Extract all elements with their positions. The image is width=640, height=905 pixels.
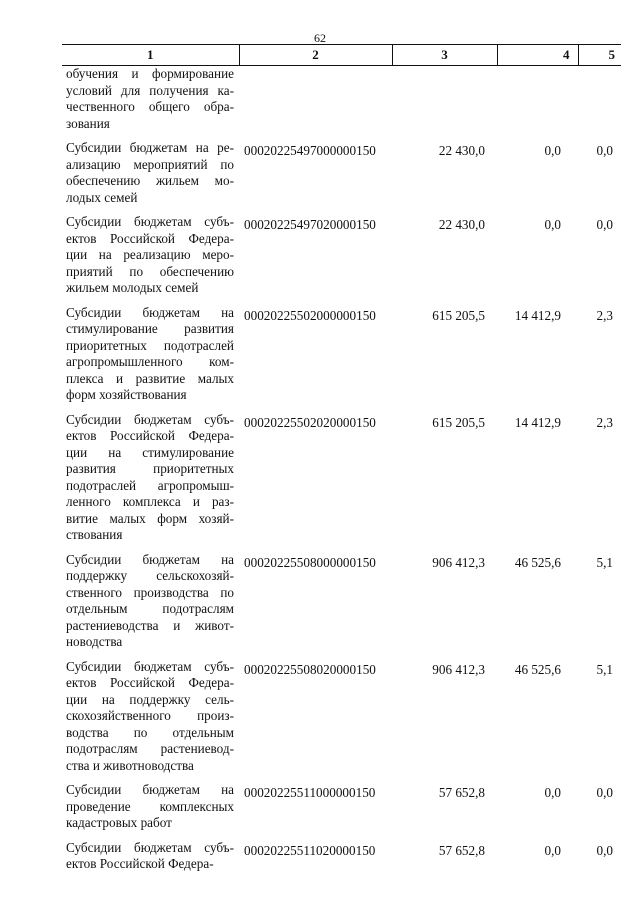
- row-name: Субсидии бюджетам на поддержку сельскохозяй-ственного производства по отдельным подотраслям растениеводства и живот-новодства: [66, 551, 234, 649]
- table-row: [62, 305, 621, 412]
- row-code: 00020225497000000150: [244, 143, 376, 158]
- row-value-3: 57 652,8: [438, 785, 485, 800]
- row-value-4: [497, 66, 578, 141]
- table-row: [62, 412, 621, 552]
- table-row: [62, 782, 621, 840]
- row-name: обучения и формирование условий для получения ка-чественного общего обра-зования: [66, 66, 234, 131]
- row-value-5: [578, 66, 621, 141]
- row-value-3: 615 205,5: [432, 414, 485, 430]
- row-value-3: 906 412,3: [432, 661, 485, 677]
- row-value-3: 22 430,0: [438, 143, 485, 158]
- header-row: [62, 45, 621, 66]
- row-value-5: 2,3: [596, 414, 613, 430]
- row-name: Субсидии бюджетам на стимулирование развития приоритетных подотраслей агропромышленного ком-плекса и развитие малых форм хозяйствования: [66, 304, 234, 402]
- table-row: [62, 552, 621, 659]
- row-code: 00020225511020000150: [244, 842, 376, 858]
- row-value-5: 5,1: [596, 554, 613, 570]
- row-code: [239, 66, 392, 141]
- row-value-4: 0,0: [544, 143, 561, 158]
- table-row: [62, 659, 621, 783]
- header-col-1: 1: [62, 45, 239, 66]
- row-code: 00020225508020000150: [244, 661, 376, 677]
- row-value-3: 615 205,5: [432, 307, 485, 323]
- row-name: Субсидии бюджетам субъ-ектов Российской Федера-ции на поддержку сель-скохозяйственного произ-водства по отдельным подотраслям растениевод-ства и животноводства: [66, 658, 234, 773]
- table-header: [62, 45, 621, 66]
- row-value-5: 2,3: [596, 307, 613, 323]
- row-value-3: [392, 66, 497, 141]
- header-col-3: 3: [392, 45, 497, 66]
- row-value-4: 0,0: [544, 217, 561, 232]
- row-value-5: 5,1: [596, 661, 613, 677]
- row-value-4: 46 525,6: [514, 554, 561, 570]
- header-col-2: 2: [239, 45, 392, 66]
- row-code: 00020225497020000150: [244, 217, 376, 232]
- row-value-5: 0,0: [596, 217, 613, 232]
- table-row: [62, 214, 621, 305]
- table-body: [62, 66, 621, 873]
- row-code: 00020225502000000150: [244, 307, 376, 323]
- row-name: Субсидии бюджетам субъ-ектов Российской Федера-ции на реализацию меро-приятий по обеспечению жильем молодых семей: [66, 214, 234, 295]
- row-value-4: 14 412,9: [514, 307, 561, 323]
- table-row: [62, 840, 621, 873]
- row-name: Субсидии бюджетам на проведение комплексных кадастровых работ: [66, 782, 234, 830]
- row-value-5: 0,0: [596, 842, 613, 858]
- header-col-5: 5: [578, 45, 621, 66]
- table-row: [62, 66, 621, 141]
- row-name: Субсидии бюджетам субъ-ектов Российской Федера-ции на стимулирование развития приоритетных подотраслей агропромыш-ленного комплекса и раз-витие малых форм хозяй-ствования: [66, 411, 234, 542]
- row-value-4: 0,0: [544, 842, 561, 858]
- table-row: [62, 140, 621, 214]
- row-value-3: 57 652,8: [438, 842, 485, 858]
- row-name: Субсидии бюджетам субъ-ектов Российской Федера-: [66, 839, 234, 871]
- row-value-3: 22 430,0: [438, 217, 485, 232]
- row-name: Субсидии бюджетам на ре-ализацию мероприятий по обеспечению жильем мо-лодых семей: [66, 140, 234, 205]
- row-value-4: 46 525,6: [514, 661, 561, 677]
- row-value-5: 0,0: [596, 785, 613, 800]
- row-value-3: 906 412,3: [432, 554, 485, 570]
- row-value-4: 14 412,9: [514, 414, 561, 430]
- row-code: 00020225511000000150: [244, 785, 376, 800]
- page-number: 62: [314, 31, 326, 45]
- budget-table: [62, 44, 621, 873]
- row-value-5: 0,0: [596, 143, 613, 158]
- row-code: 00020225508000000150: [244, 554, 376, 570]
- row-code: 00020225502020000150: [244, 414, 376, 430]
- row-value-4: 0,0: [544, 785, 561, 800]
- header-col-4: 4: [497, 45, 578, 66]
